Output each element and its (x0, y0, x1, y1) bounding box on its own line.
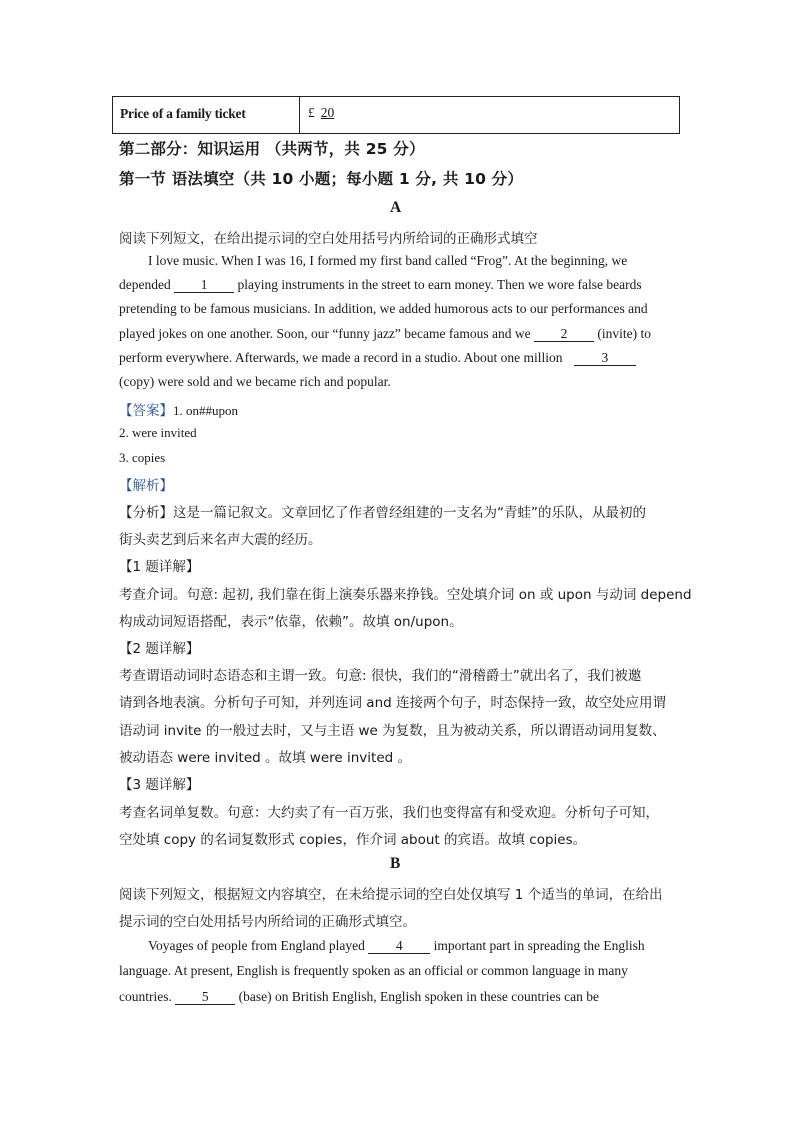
q2-detail-line-1: 考查谓语动词时态语态和主谓一致。句意: 很快，我们的“滑稽爵士”就出名了，我们被邀 (119, 668, 642, 684)
line-text: countries. (119, 989, 172, 1004)
line-text: perform everywhere. Afterwards, we made a record in a studio. About one million (119, 350, 563, 365)
q2-detail-line-3: 语动词 invite 的一般过去时，又与主语 we 为复数，且为被动关系，所以谓语动词用复数、 (119, 723, 666, 739)
passage-a-line-2 (119, 277, 642, 293)
q3-detail-line-2: 空处填 copy 的名词复数形式 copies，作介词 about 的宾语。故填 copies。 (119, 832, 587, 848)
q1-detail-line-2: 构成动词短语搭配，表示“依靠，依赖”。故填 on/upon。 (119, 614, 463, 630)
q1-detail-line-1: 考查介词。句意: 起初, 我们靠在街上演奏乐器来挣钱。空处填介词 on 或 upon 与动词 depend (119, 587, 692, 603)
passage-b-line-3 (119, 989, 599, 1005)
section1-title: 第一节 语法填空（共 10 小题；每小题 1 分, 共 10 分） (119, 170, 524, 188)
line-text: important part in spreading the English (433, 938, 645, 953)
blank-5: 5 (175, 990, 235, 1005)
analysis-fenxi-tag: 【分析】 (119, 505, 173, 521)
passage-a-instruction: 阅读下列短文，在给出提示词的空白处用括号内所给词的正确形式填空 (119, 231, 538, 247)
passage-a-line-1: I love music. When I was 16, I formed my first band called “Frog”. At the beginning, we (148, 253, 628, 268)
line-text: played jokes on one another. Soon, our “funny jazz” became famous and we (119, 326, 531, 341)
line-text: Voyages of people from England played (148, 938, 365, 953)
q2-detail-tag: 【2 题详解】 (119, 641, 200, 657)
q2-detail-line-2: 请到各地表演。分析句子可知，并列连词 and 连接两个句子，时态保持一致，故空处应用谓 (119, 695, 666, 711)
passage-a-line-6: (copy) were sold and we became rich and popular. (119, 374, 391, 389)
answer-tag: 【答案】 (119, 403, 173, 419)
line-text: playing instruments in the street to earn money. Then we wore false beards (237, 277, 642, 292)
q1-detail-tag: 【1 题详解】 (119, 559, 200, 575)
ticket-label-cell: Price of a family ticket (113, 97, 300, 133)
line-text: (base) on British English, English spoken in these countries can be (238, 989, 599, 1004)
blank-3: 3 (574, 351, 636, 366)
q3-detail-line-1: 考查名词单复数。句意：大约卖了有一百万张，我们也变得富有和受欢迎。分析句子可知， (119, 805, 659, 821)
blank-2: 2 (534, 327, 594, 342)
part2-title: 第二部分：知识运用 （共两节，共 25 分） (119, 140, 425, 158)
ticket-price-table (112, 96, 680, 134)
answer-2: 2. were invited (119, 425, 197, 440)
line-text: depended (119, 277, 171, 292)
ticket-value-cell (300, 97, 679, 133)
passage-a-line-3: pretending to be famous musicians. In addition, we added humorous acts to our performances and (119, 301, 648, 316)
passage-b-line-1 (148, 938, 645, 954)
passage-a-heading: A (390, 199, 402, 216)
line-text: 这是一篇记叙文。文章回忆了作者曾经组建的一支名为“青蛙”的乐队，从最初的 (173, 505, 646, 521)
answer-1: 1. on##upon (173, 403, 238, 418)
answer-3: 3. copies (119, 450, 166, 465)
passage-b-instruction-line-1: 阅读下列短文，根据短文内容填空，在未给提示词的空白处仅填写 1 个适当的单词，在给出 (119, 887, 663, 903)
passage-a-line-5 (119, 350, 636, 366)
analysis-summary-line-2: 街头卖艺到后来名声大震的经历。 (119, 532, 322, 548)
currency-symbol: £ (308, 105, 315, 120)
answer-line-1 (119, 399, 238, 420)
analysis-summary-line-1 (119, 501, 646, 521)
passage-b-line-2: language. At present, English is frequently spoken as an official or common language in many (119, 963, 628, 978)
blank-4: 4 (368, 939, 430, 954)
passage-a-line-4 (119, 326, 651, 342)
analysis-tag: 【解析】 (119, 478, 173, 494)
passage-b-instruction-line-2: 提示词的空白处用括号内所给词的正确形式填空。 (119, 914, 416, 930)
line-text: (invite) to (597, 326, 651, 341)
q3-detail-tag: 【3 题详解】 (119, 777, 200, 793)
ticket-price-value: 20 (320, 105, 335, 120)
passage-b-heading: B (390, 855, 401, 872)
blank-1: 1 (174, 278, 234, 293)
q2-detail-line-4: 被动语态 were invited 。故填 were invited 。 (119, 750, 411, 766)
